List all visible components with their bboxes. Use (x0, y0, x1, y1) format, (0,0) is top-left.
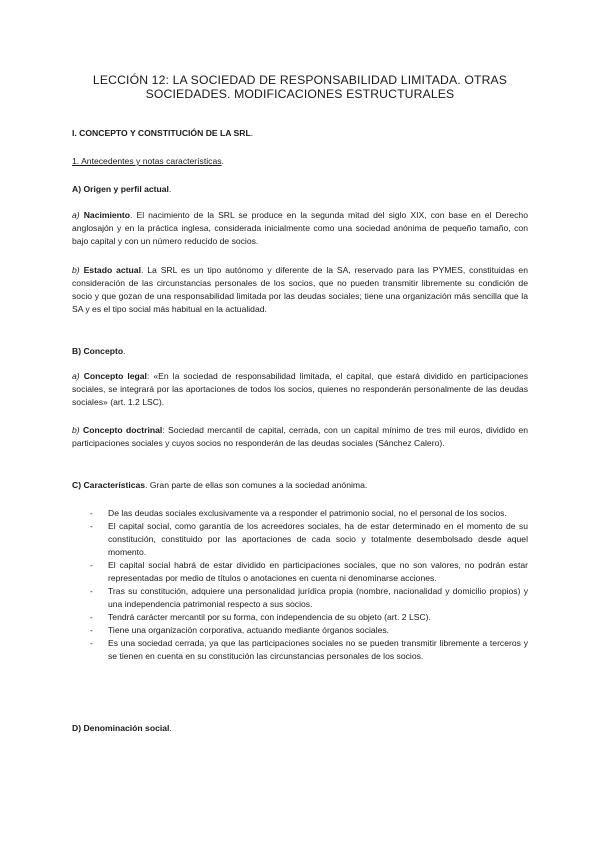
list-item-text: El capital social, como garantía de los acreedores sociales, ha de estar determinado en el momento de su constitución, constituido por las aportaciones de cada socio y totalmente desembolsado desde aquel momento. (108, 521, 528, 557)
origen-heading-text: A) Origen y perfil actual (72, 184, 169, 194)
estado-letter: b) (72, 265, 80, 275)
origen-heading-suffix: . (168, 184, 172, 194)
origen-heading (72, 183, 528, 196)
denominacion-heading-text: D) Denominación social (72, 723, 170, 733)
concepto-legal-label: Concepto legal (83, 371, 147, 381)
list-item (72, 585, 528, 611)
concepto-legal-letter: a) (72, 371, 80, 381)
list-item-text: El capital social habrá de estar dividido en participaciones sociales, que no son valores, no podrán estar representadas por medio de títulos o anotaciones en cuenta ni denominarse acciones. (108, 560, 528, 583)
estado-label: Estado actual (83, 265, 141, 275)
section-heading (72, 127, 528, 140)
list-dash: - (90, 521, 93, 531)
section-heading-suffix: . (250, 128, 254, 138)
title-line-2: SOCIEDADES. MODIFICACIONES ESTRUCTURALES (145, 87, 455, 101)
caracteristicas-list (72, 507, 528, 663)
concepto-heading (72, 345, 528, 358)
list-item-text: Tras su constitución, adquiere una personalidad jurídica propia (nombre, nacionalidad y domicilio propios) y una independencia patrimonial respecto a sus socios. (108, 586, 528, 609)
title-line-1: LECCIÓN 12: LA SOCIEDAD DE RESPONSABILIDAD LIMITADA. OTRAS (92, 73, 508, 87)
subsection-heading-suffix: . (221, 156, 224, 166)
list-dash: - (90, 612, 93, 622)
list-dash: - (90, 625, 93, 635)
concepto-doctrinal-text: : Sociedad mercantil de capital, cerrada, con un capital mínimo de tres mil euros, dividido en participaciones sociales y cuyos socios no responderán de las deudas sociales (Sánchez Calero). (72, 425, 529, 448)
list-item-text: De las deudas sociales exclusivamente va a responder el patrimonio social, no el personal de los socios. (108, 508, 507, 518)
nacimiento-letter: a) (72, 210, 80, 220)
nacimiento-paragraph (72, 209, 528, 248)
estado-paragraph (72, 264, 528, 316)
page-title (60, 73, 540, 101)
list-item-text: Tendrá carácter mercantil por su forma, con independencia de su objeto (art. 2 LSC). (108, 612, 431, 622)
subsection-heading (72, 155, 528, 168)
list-item (72, 507, 528, 520)
caracteristicas-heading-text: C) Características (72, 480, 146, 490)
concepto-doctrinal-letter: b) (72, 425, 80, 435)
caracteristicas-heading (72, 479, 528, 492)
denominacion-heading-suffix: . (169, 723, 172, 733)
concepto-doctrinal-label: Concepto doctrinal (83, 425, 163, 435)
section-heading-text: I. CONCEPTO Y CONSTITUCIÓN DE LA SRL (72, 128, 251, 138)
list-item (72, 637, 528, 663)
list-item-text: Es una sociedad cerrada, ya que las participaciones sociales no se pueden transmitir libremente a terceros y se tienen en cuenta en su constitución las circunstancias personales de los socios. (108, 638, 528, 661)
list-dash: - (90, 560, 93, 570)
concepto-heading-text: B) Concepto (72, 346, 124, 356)
list-item (72, 559, 528, 585)
estado-text: . La SRL es un tipo autónomo y diferente de la SA, reservado para las PYMES, constituidas en consideración de las circunstancias personales de los socios, que no pueden transmitir libremente su condición de socio y que gozan de una responsabilidad limitada por las deudas sociales; tiene una organización más sencilla que la SA y es el tipo social más habitual en la actualidad. (72, 265, 528, 314)
concepto-heading-suffix: . (123, 346, 126, 356)
list-item (72, 624, 528, 637)
list-dash: - (90, 638, 93, 648)
list-dash: - (90, 586, 93, 596)
list-item (72, 611, 528, 624)
caracteristicas-intro: . Gran parte de ellas son comunes a la sociedad anónima. (145, 480, 368, 490)
subsection-heading-text: 1. Antecedentes y notas características (72, 156, 222, 166)
list-item (72, 520, 528, 559)
concepto-doctrinal-paragraph (72, 424, 528, 450)
list-dash: - (90, 508, 93, 518)
list-item-text: Tiene una organización corporativa, actuando mediante órganos sociales. (108, 625, 390, 635)
nacimiento-label: Nacimiento (83, 210, 131, 220)
concepto-legal-paragraph (72, 370, 528, 409)
concepto-legal-text: : «En la sociedad de responsabilidad limitada, el capital, que estará dividido en participaciones sociales, se integrará por las aportaciones de todos los socios, quienes no responderán personalmente de las deudas sociales» (art. 1.2 LSC). (72, 371, 528, 407)
nacimiento-text: . El nacimiento de la SRL se produce en la segunda mitad del siglo XIX, con base en el Derecho anglosajón y en la práctica inglesa, considerada inicialmente como una sociedad anónima de pequeño tamaño, con bajo capital y con un número reducido de socios. (72, 210, 528, 246)
denominacion-heading (72, 722, 528, 735)
